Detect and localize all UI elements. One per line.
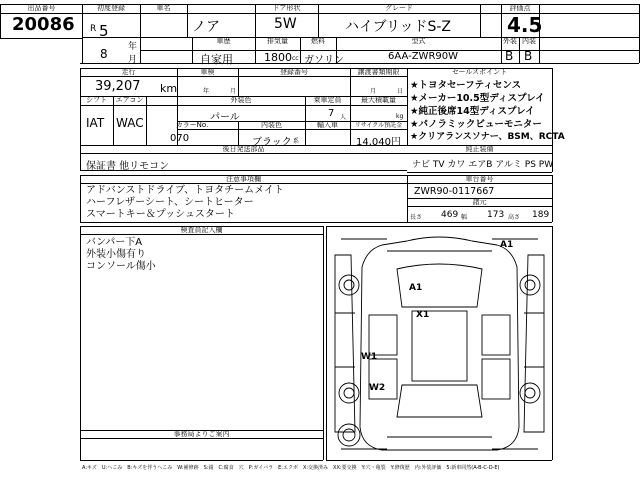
load-unit: kg bbox=[396, 113, 404, 120]
sales-points-label: セールスポイント bbox=[451, 68, 508, 76]
recycle-fee: 14,040円 bbox=[356, 137, 401, 148]
color-no: 070 bbox=[170, 133, 190, 144]
chassis-number: ZWR90-0117667 bbox=[414, 186, 495, 197]
sales-point-1: ★トヨタセーフティセンス bbox=[410, 80, 522, 91]
car-name-label: 車名 bbox=[156, 4, 171, 12]
sales-point-5: ★クリアランスソナー、BSM、RCTA bbox=[410, 132, 565, 142]
car-outline-diagram bbox=[327, 227, 552, 460]
mark-x1-roof: X1 bbox=[416, 310, 430, 320]
note-line-2: ハーフレザーシート、シートヒーター bbox=[86, 197, 254, 208]
shift: IAT bbox=[86, 116, 105, 130]
length: 469 bbox=[441, 210, 459, 220]
inspection-label: 車検 bbox=[200, 68, 215, 76]
use: 自家用 bbox=[200, 53, 233, 66]
ac-label: エアコン bbox=[115, 96, 144, 104]
import-label: 輸入車 bbox=[317, 121, 338, 129]
mileage-label: 走行 bbox=[121, 68, 136, 76]
inspector-line-2: 外装小傷有り bbox=[86, 249, 146, 260]
load-label: 最大積載量 bbox=[361, 96, 396, 104]
width: 173 bbox=[487, 210, 505, 220]
mark-a1-hood: A1 bbox=[409, 283, 423, 293]
disp-label: 排気量 bbox=[267, 37, 288, 45]
grade: ハイブリッドS-Z bbox=[345, 19, 451, 35]
seats: 7 bbox=[328, 108, 335, 119]
sales-point-2: ★メーカー10.5型ディスプレイ bbox=[410, 93, 545, 104]
width-label: 幅 bbox=[461, 214, 468, 221]
dims-label: 諸元 bbox=[472, 198, 487, 206]
reg-month: 8 bbox=[100, 47, 108, 61]
int-color: ブラック bbox=[252, 137, 292, 148]
inspector-line-3: コンソール傷小 bbox=[86, 261, 156, 272]
fuel: ガソリン bbox=[304, 55, 344, 66]
int-color-label: 内装色 bbox=[261, 121, 282, 129]
door-label: ドア形状 bbox=[272, 4, 301, 12]
reg-year-unit: 年 bbox=[128, 42, 138, 52]
fuel-label: 燃料 bbox=[311, 37, 325, 45]
mark-a1-top: A1 bbox=[500, 240, 514, 250]
deadline-day-unit: 日 bbox=[397, 88, 404, 95]
int-color-suffix: 系 bbox=[293, 138, 300, 145]
mileage-unit: km bbox=[160, 82, 178, 95]
disp-unit: cc bbox=[292, 55, 299, 62]
note-line-3: スマートキー＆プッシュスタート bbox=[86, 209, 235, 220]
score-label: 評価点 bbox=[509, 4, 531, 12]
reg-year: 5 bbox=[99, 22, 109, 40]
int-score: B bbox=[524, 49, 533, 63]
height-label: 高さ bbox=[508, 214, 521, 221]
inspector-line-1: バンパー下A bbox=[86, 237, 143, 248]
seats-unit: 人 bbox=[340, 114, 347, 121]
reg-label: 初度登録 bbox=[97, 4, 125, 12]
color: パール bbox=[210, 112, 240, 123]
office-label: 事務局よりご案内 bbox=[173, 430, 230, 438]
lot-label: 出品番号 bbox=[27, 4, 56, 12]
sales-point-4: ★パノラミックビューモニター bbox=[410, 119, 542, 130]
model-code: 6AA-ZWR90W bbox=[388, 51, 459, 62]
registration-label: 登録番号 bbox=[280, 68, 308, 76]
inspection-month-unit: 月 bbox=[230, 88, 237, 95]
int-label: 内装 bbox=[522, 37, 536, 45]
grade-label: グレード bbox=[385, 4, 413, 12]
inspection-year-unit: 年 bbox=[203, 88, 210, 95]
transfer-deadline-label: 譲渡書類期限 bbox=[357, 68, 400, 76]
color-no-label: カラーNo. bbox=[175, 121, 209, 129]
equipment-label: 純正装備 bbox=[465, 145, 494, 153]
reg-era: R bbox=[90, 24, 97, 34]
note-line-1: アドバンストドライブ、トヨタチームメイト bbox=[86, 185, 284, 196]
ext-score: B bbox=[505, 49, 514, 63]
score: 4.5 bbox=[507, 13, 543, 37]
reg-month-unit: 月 bbox=[128, 55, 138, 65]
ac: WAC bbox=[116, 116, 144, 130]
shipping-parts-label: 後日発送部品 bbox=[222, 145, 265, 153]
equipment: ナビ TV カワ エアB アルミ PS PW bbox=[412, 160, 554, 170]
door-type: 5W bbox=[274, 16, 297, 32]
shipping-parts: 保証書 他リモコン bbox=[86, 161, 170, 172]
shift-label: シフト bbox=[86, 96, 107, 104]
height: 189 bbox=[532, 210, 550, 220]
displacement: 1800 bbox=[264, 51, 292, 64]
color-label: 外装色 bbox=[230, 96, 252, 104]
inspector-label: 検査員記入欄 bbox=[180, 226, 223, 234]
use-label: 車歴 bbox=[216, 37, 231, 45]
recycle-label: リサイクル預託金 bbox=[354, 122, 403, 129]
length-label: 長さ bbox=[410, 214, 423, 221]
seats-label: 乗車定員 bbox=[313, 96, 342, 104]
sales-point-3: ★純正後席14型ディスプレイ bbox=[410, 106, 535, 117]
damage-legend: A:キズ U:へこみ B:キズを伴うへこみ W:補修跡 S:錆 C:腐食 穴 P:ガイバラ E:エクボ X:交換済み XX:要交換 Y:穴・亀裂 Y:修復歴 内:外装評価 5:新車同然(A-B-C-D-E) bbox=[82, 465, 500, 471]
mark-w1-side: W1 bbox=[361, 352, 378, 362]
mark-w2-side: W2 bbox=[369, 383, 386, 393]
notes-label: 注意事項欄 bbox=[226, 175, 261, 183]
mileage: 39,207 bbox=[95, 79, 141, 94]
deadline-month-unit: 月 bbox=[370, 88, 377, 95]
chassis-label: 車台番号 bbox=[465, 175, 494, 183]
lot-number: 20086 bbox=[12, 14, 75, 35]
car-name: ノア bbox=[192, 19, 220, 35]
ext-label: 外装 bbox=[503, 37, 517, 45]
model-label: 型式 bbox=[411, 37, 426, 45]
